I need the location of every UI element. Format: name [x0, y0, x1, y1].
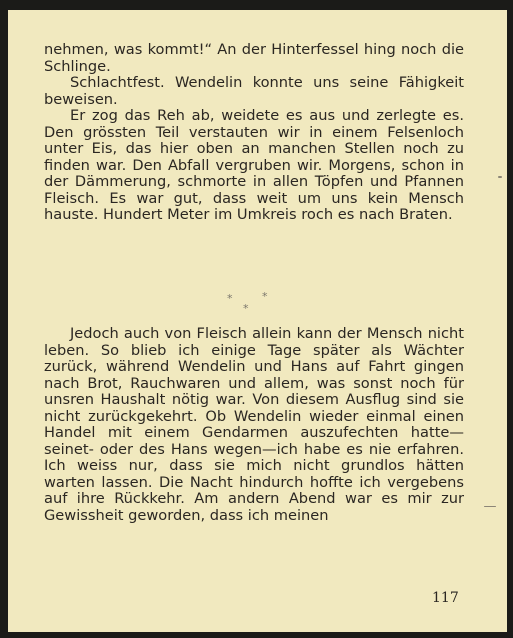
paper-speck [484, 506, 496, 507]
section-break [218, 292, 278, 320]
text-block-top [44, 42, 464, 224]
paragraph: Er zog das Reh ab, weidete es aus und zerlegte es. Den grössten Teil verstauten wir in einem Felsenloch unter Eis, das hier oben an manchen Stellen noch zu finden war. Den Abfall vergruben wir. Morgens, schon in der Dämmerung, schmorte in allen Töpfen und Pfannen Fleisch. Es war gut, dass weit um uns kein Mensch hauste. Hundert Meter im Umkreis roch es nach Braten. [44, 107, 464, 223]
book-page [8, 10, 507, 632]
page-number: 117 [432, 590, 459, 606]
paper-speck [498, 176, 502, 178]
text-block-bottom [44, 326, 464, 524]
paragraph: Schlachtfest. Wendelin konnte uns seine Fähigkeit beweisen. [44, 74, 464, 108]
asterisk: * [243, 302, 249, 315]
asterisk: * [227, 292, 233, 305]
paragraph: Jedoch auch von Fleisch allein kann der Mensch nicht leben. So blieb ich einige Tage später als Wächter zurück, während Wendelin und Hans auf Fahrt gingen nach Brot, Rauchwaren und allem, was sonst noch für unsren Haushalt nötig war. Von diesem Ausflug sind sie nicht zurückgekehrt. Ob Wendelin wieder einmal einen Handel mit einem Gendarmen auszufechten hatte—seinet- oder des Hans wegen—ich habe es nie erfahren. Ich weiss nur, dass sie mich nicht grundlos hätten warten lassen. Die Nacht hindurch hoffte ich vergebens auf ihre Rückkehr. Am andern Abend war es mir zur Gewissheit geworden, dass ich meinen [44, 325, 464, 524]
asterisk: * [262, 290, 268, 303]
paragraph: nehmen, was kommt!“ An der Hinterfessel hing noch die Schlinge. [44, 41, 464, 75]
